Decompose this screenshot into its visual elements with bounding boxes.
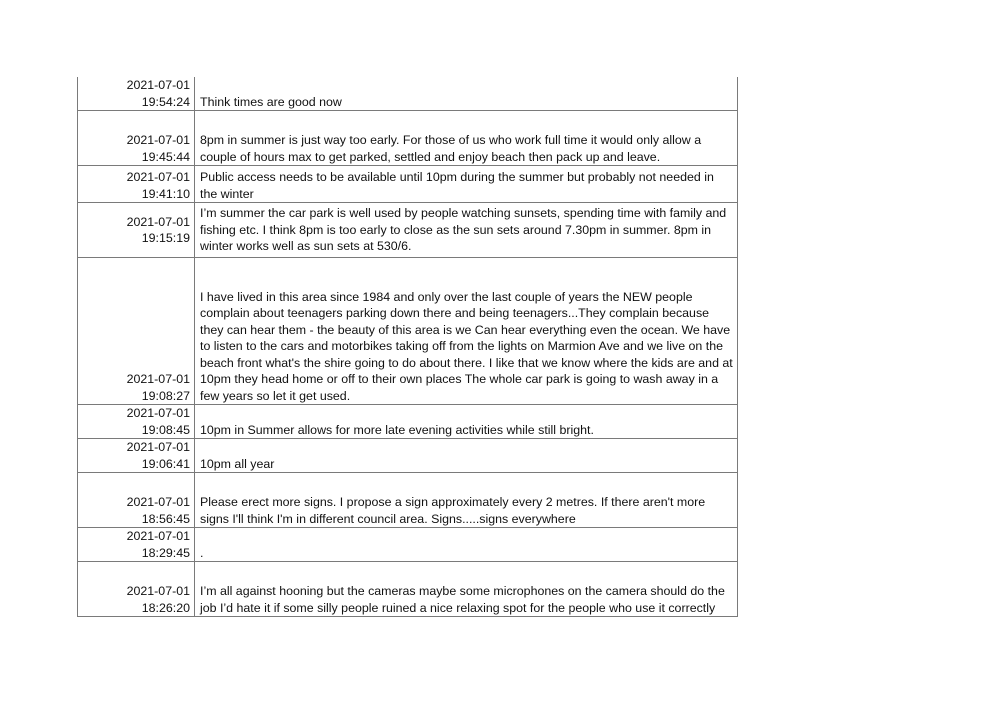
response-date: 2021-07-01: [126, 406, 190, 420]
response-time: 19:08:45: [141, 422, 190, 437]
timestamp-cell: [78, 439, 195, 473]
comment-cell: [195, 473, 738, 528]
response-text: I’m all against hooning but the cameras maybe some microphones on the camera should do the job I’d hate it if some silly people ruined a nice relaxing spot for the people who use it correctly: [200, 584, 725, 615]
timestamp-cell: [78, 562, 195, 617]
table-row: [78, 405, 738, 439]
response-text: Please erect more signs. I propose a sign approximately every 2 metres. If there aren't more signs I'll think I'm in different council area. Signs.....signs everywhere: [200, 495, 706, 526]
timestamp-cell: [78, 528, 195, 562]
response-time: 19:06:41: [141, 456, 190, 471]
timestamp-cell: [78, 203, 195, 258]
timestamp-cell: [78, 258, 195, 405]
table-row: [78, 111, 738, 166]
comment-cell: [195, 562, 738, 617]
response-text: I have lived in this area since 1984 and only over the last couple of years the NEW people complain about teenagers parking down there and being teenagers...They complain because they can hear them - the beauty of this area is we Can hear everything even the ocean. We have to listen to the cars and motorbikes taking off from the lights on Marmion Ave and we live on the beach front what's the shire going to do about there. I like that we know where the kids are and at 10pm they head home or off to their own places The whole car park is going to wash away in a few years so let it get used.: [200, 289, 733, 403]
response-date: 2021-07-01: [126, 495, 190, 509]
timestamp-cell: [78, 77, 195, 111]
response-date: 2021-07-01: [126, 372, 190, 386]
response-time: 19:08:27: [141, 388, 190, 403]
response-time: 19:54:24: [141, 94, 190, 109]
table-row: [78, 77, 738, 111]
response-text: Public access needs to be available until 10pm during the summer but probably not needed in the winter: [200, 170, 714, 201]
response-text: 8pm in summer is just way too early. For those of us who work full time it would only allow a couple of hours max to get parked, settled and enjoy beach then pack up and leave.: [200, 133, 702, 164]
table-row: [78, 258, 738, 405]
table-row: [78, 562, 738, 617]
responses-table: [77, 77, 738, 617]
response-text: 10pm in Summer allows for more late evening activities while still bright.: [200, 422, 594, 437]
comment-cell: [195, 166, 738, 203]
table-row: [78, 166, 738, 203]
comment-cell: [195, 405, 738, 439]
response-date: 2021-07-01: [126, 214, 190, 229]
comment-cell: [195, 439, 738, 473]
responses-sheet: [77, 77, 738, 617]
timestamp-cell: [78, 166, 195, 203]
response-date: 2021-07-01: [126, 529, 190, 543]
response-text: 10pm all year: [200, 456, 275, 471]
response-time: 18:26:20: [141, 600, 190, 615]
response-text: Think times are good now: [200, 94, 342, 109]
comment-cell: [195, 77, 738, 111]
comment-cell: [195, 111, 738, 166]
response-time: 19:41:10: [141, 186, 190, 201]
response-time: 19:45:44: [141, 149, 190, 164]
response-text: .: [200, 545, 204, 560]
timestamp-cell: [78, 111, 195, 166]
timestamp-cell: [78, 473, 195, 528]
response-text: I’m summer the car park is well used by people watching sunsets, spending time with family and fishing etc. I think 8pm is too early to close as the sun sets around 7.30pm in summer. 8pm in winter works well as sun sets at 530/6.: [200, 206, 727, 254]
response-date: 2021-07-01: [126, 440, 190, 454]
timestamp-cell: [78, 405, 195, 439]
response-time: 19:15:19: [141, 231, 190, 245]
comment-cell: [195, 258, 738, 405]
response-date: 2021-07-01: [126, 170, 190, 184]
table-row: [78, 439, 738, 473]
comment-cell: [195, 528, 738, 562]
response-date: 2021-07-01: [126, 78, 190, 92]
table-row: [78, 203, 738, 258]
response-time: 18:29:45: [141, 545, 190, 560]
comment-cell: [195, 203, 738, 258]
response-time: 18:56:45: [141, 511, 190, 526]
response-date: 2021-07-01: [126, 133, 190, 147]
table-row: [78, 528, 738, 562]
table-row: [78, 473, 738, 528]
response-date: 2021-07-01: [126, 584, 190, 598]
